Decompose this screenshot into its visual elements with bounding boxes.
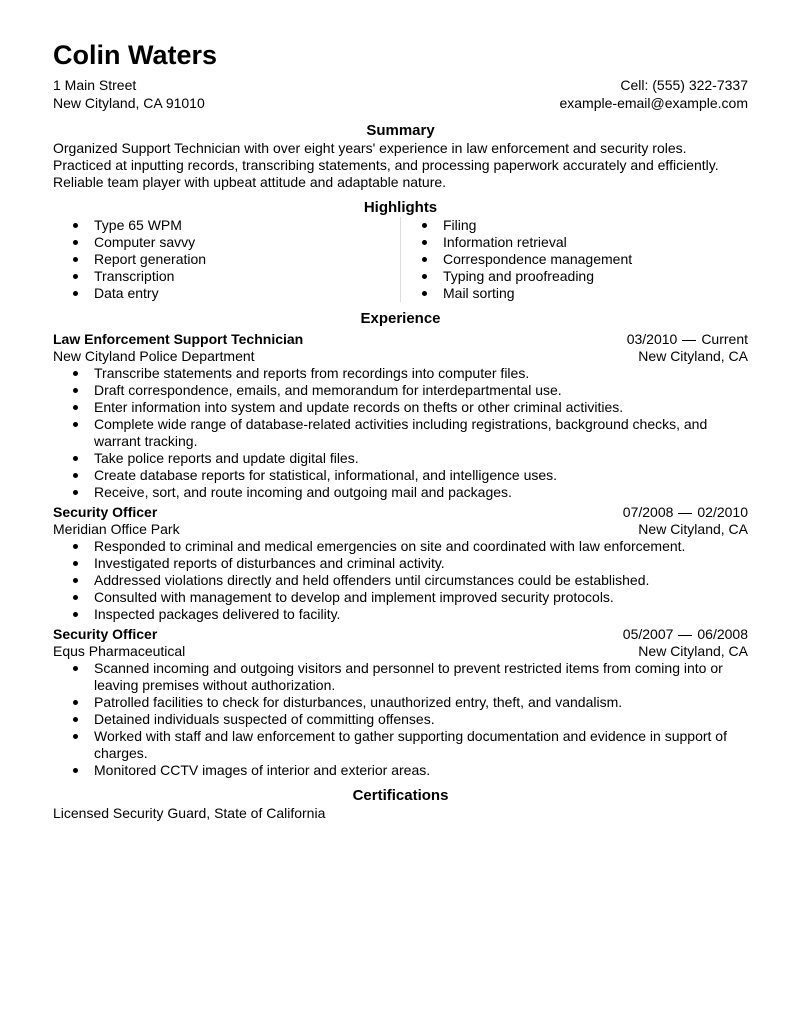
highlights-right-column [400, 217, 748, 302]
job-bullet: Worked with staff and law enforcement to gather supporting documentation and evidence in support of charges. [53, 728, 748, 762]
job-bullet: Addressed violations directly and held offenders until circumstances could be established. [53, 572, 748, 589]
highlight-item: Report generation [53, 251, 400, 268]
address-line-1: 1 Main Street [53, 77, 137, 93]
job-end-date: 06/2008 [697, 626, 748, 642]
job-bullet: Consulted with management to develop and implement improved security protocols. [53, 589, 748, 606]
job-bullet: Monitored CCTV images of interior and exterior areas. [53, 762, 748, 779]
highlight-item: Type 65 WPM [53, 217, 400, 234]
date-dash [678, 635, 692, 636]
job-company: Meridian Office Park [53, 521, 180, 537]
job-bullet: Inspected packages delivered to facility. [53, 606, 748, 623]
job-bullet: Investigated reports of disturbances and criminal activity. [53, 555, 748, 572]
email-address: example-email@example.com [559, 95, 748, 111]
candidate-name: Colin Waters [53, 40, 218, 70]
job-title: Security Officer [53, 626, 158, 642]
job-entry [53, 504, 748, 623]
job-bullet: Receive, sort, and route incoming and outgoing mail and packages. [53, 484, 748, 501]
job-dates [623, 626, 748, 643]
highlight-item: Transcription [53, 268, 400, 285]
job-dates [627, 331, 748, 348]
job-bullet: Create database reports for statistical, informational, and intelligence uses. [53, 467, 748, 484]
job-bullet: Responded to criminal and medical emergencies on site and coordinated with law enforcement. [53, 538, 748, 555]
highlight-item: Typing and proofreading [401, 268, 748, 285]
job-location: New Cityland, CA [638, 348, 748, 364]
phone-number: Cell: (555) 322-7337 [620, 77, 748, 93]
job-title: Security Officer [53, 504, 158, 520]
job-start-date: 07/2008 [622, 504, 674, 520]
job-bullet: Detained individuals suspected of committing offenses. [53, 711, 748, 728]
highlight-item: Correspondence management [401, 251, 748, 268]
highlight-item: Information retrieval [401, 234, 748, 251]
job-start-date: 05/2007 [622, 626, 674, 642]
job-title: Law Enforcement Support Technician [53, 331, 304, 347]
phone-email-block [559, 76, 748, 112]
contact-block [53, 76, 748, 112]
job-bullet: Scanned incoming and outgoing visitors and personnel to prevent restricted items from coming into or leaving premises without authorization. [53, 660, 748, 694]
job-bullet: Enter information into system and update records on thefts or other criminal activities. [53, 399, 748, 416]
highlight-item: Mail sorting [401, 285, 748, 302]
job-dates [623, 504, 748, 521]
job-entry [53, 626, 748, 779]
job-end-date: 02/2010 [697, 504, 748, 520]
job-entry [53, 331, 748, 501]
job-end-date: Current [701, 331, 748, 347]
date-dash [678, 513, 692, 514]
highlight-item: Computer savvy [53, 234, 400, 251]
certifications-heading: Certifications [352, 787, 449, 804]
job-location: New Cityland, CA [638, 643, 748, 659]
highlights-heading: Highlights [363, 199, 438, 216]
job-bullet: Complete wide range of database-related activities including registrations, background checks, and warrant tracking. [53, 416, 748, 450]
job-company: Equs Pharmaceutical [53, 643, 186, 659]
resume-page [53, 38, 748, 822]
date-dash [682, 340, 696, 341]
job-company: New Cityland Police Department [53, 348, 255, 364]
job-location: New Cityland, CA [638, 521, 748, 537]
highlights-left-column [53, 217, 400, 302]
address-block [53, 76, 205, 112]
experience-heading: Experience [360, 310, 441, 327]
highlights-grid [53, 217, 748, 302]
job-bullet: Patrolled facilities to check for disturbances, unauthorized entry, theft, and vandalism. [53, 694, 748, 711]
job-bullet: Draft correspondence, emails, and memorandum for interdepartmental use. [53, 382, 748, 399]
certification-text: Licensed Security Guard, State of California [53, 805, 326, 821]
summary-text: Organized Support Technician with over eight years' experience in law enforcement and security roles. Practiced at inputting records, transcribing statements, and processing paperwork accurately and efficiently. Reliable team player with upbeat attitude and adaptable nature. [53, 140, 719, 190]
job-bullet: Transcribe statements and reports from recordings into computer files. [53, 365, 748, 382]
highlight-item: Data entry [53, 285, 400, 302]
job-bullet: Take police reports and update digital files. [53, 450, 748, 467]
summary-heading: Summary [366, 122, 435, 139]
highlight-item: Filing [401, 217, 748, 234]
address-line-2: New Cityland, CA 91010 [53, 95, 205, 111]
job-start-date: 03/2010 [626, 331, 678, 347]
